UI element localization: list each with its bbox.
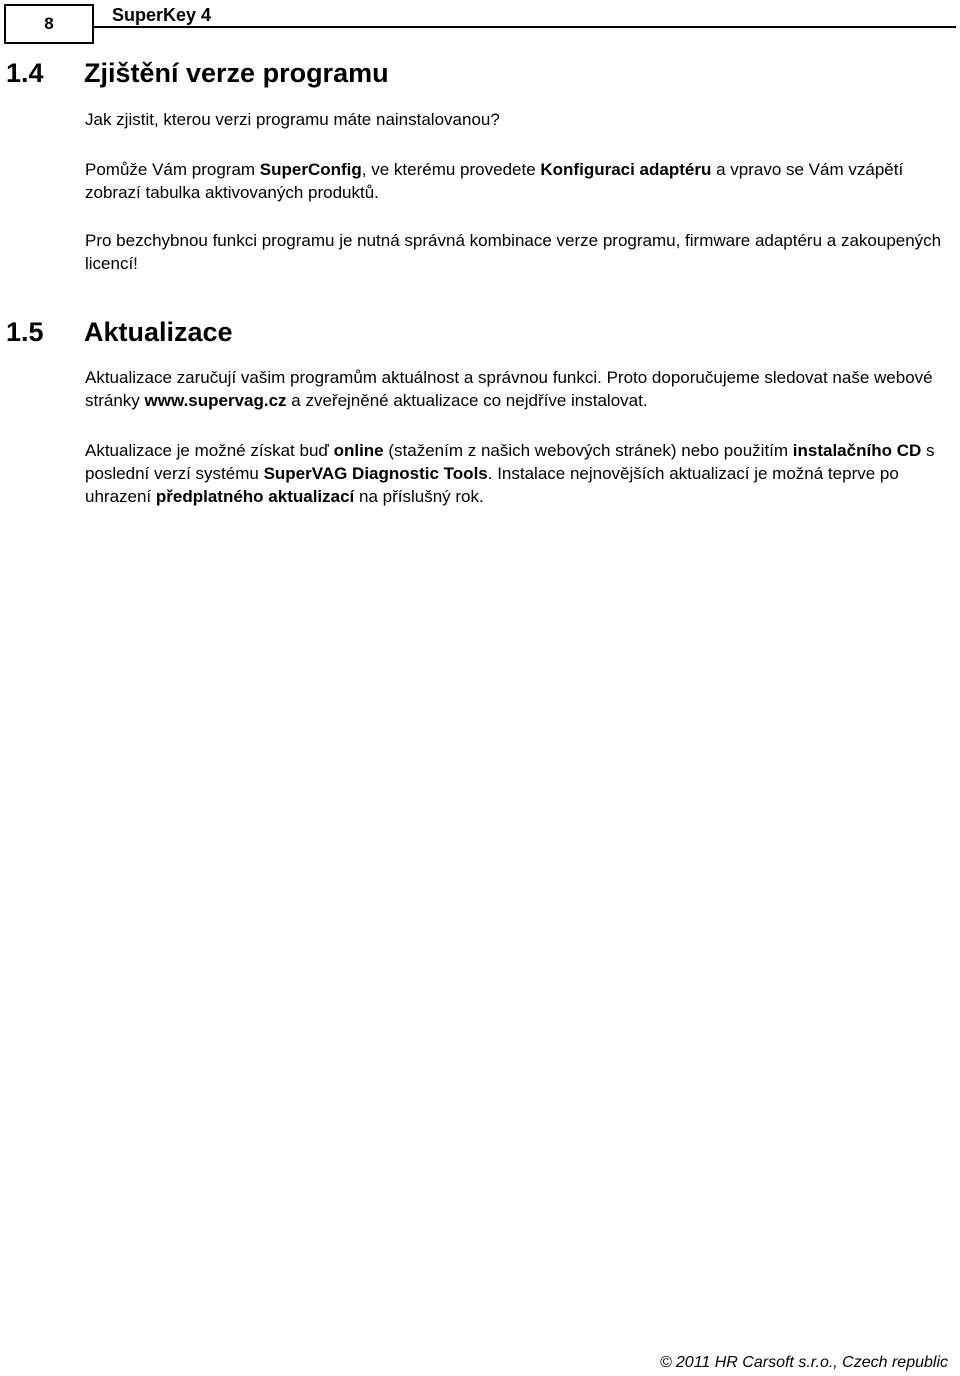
section-title: Aktualizace xyxy=(84,317,233,347)
section-heading-1-4 xyxy=(6,58,389,89)
bold-run: Konfiguraci adaptéru xyxy=(540,160,712,179)
bold-run: instalačního CD xyxy=(792,441,922,460)
header-rule xyxy=(94,26,956,28)
footer-text: 2011 HR Carsoft s.r.o., Czech republic xyxy=(675,1354,948,1371)
text-run: Aktualizace je možné získat buď xyxy=(85,441,334,460)
section-heading-1-5 xyxy=(6,317,233,348)
page-number-box xyxy=(4,4,94,44)
text-run: (stažením z našich webových stránek) nebo použitím xyxy=(383,441,793,460)
text-run: a zveřejněné aktualizace co nejdříve instalovat. xyxy=(286,391,648,410)
paragraph xyxy=(85,439,945,508)
bold-run: SuperConfig xyxy=(259,160,362,179)
paragraph xyxy=(85,158,945,204)
text-run: na příslušný rok. xyxy=(354,487,484,506)
footer xyxy=(660,1354,948,1372)
paragraph xyxy=(85,366,945,412)
section-title: Zjištění verze programu xyxy=(84,58,389,88)
text-run: , ve kterému provedete xyxy=(361,160,541,179)
bold-run: předplatného aktualizací xyxy=(155,487,355,506)
header-title: SuperKey 4 xyxy=(112,5,212,25)
text-run: a vpravo se Vám vzápětí zobrazí tabulka aktivovaných produktů. xyxy=(85,160,904,202)
text-run: Aktualizace zaručují vašim programům aktuálnost a správnou funkci. Proto doporučujeme sledovat naše webové stránky xyxy=(85,368,933,410)
bold-run: online xyxy=(333,441,384,460)
copyright-icon: © xyxy=(660,1354,672,1371)
bold-run: SuperVAG Diagnostic Tools xyxy=(263,464,488,483)
text-run: Pomůže Vám program xyxy=(85,160,260,179)
text-run: . Instalace nejnovějších aktualizací je možná teprve po uhrazení xyxy=(85,464,899,506)
paragraph: Jak zjistit, kterou verzi programu máte nainstalovanou? xyxy=(85,110,500,129)
paragraph: Pro bezchybnou funkci programu je nutná správná kombinace verze programu, firmware adaptéru a zakoupených licencí! xyxy=(85,231,942,273)
text-run: s poslední verzí systému xyxy=(85,441,935,483)
website-link-text: www.supervag.cz xyxy=(144,391,287,410)
page-number: 8 xyxy=(44,14,54,33)
section-number: 1.4 xyxy=(6,58,44,88)
section-number: 1.5 xyxy=(6,317,44,347)
